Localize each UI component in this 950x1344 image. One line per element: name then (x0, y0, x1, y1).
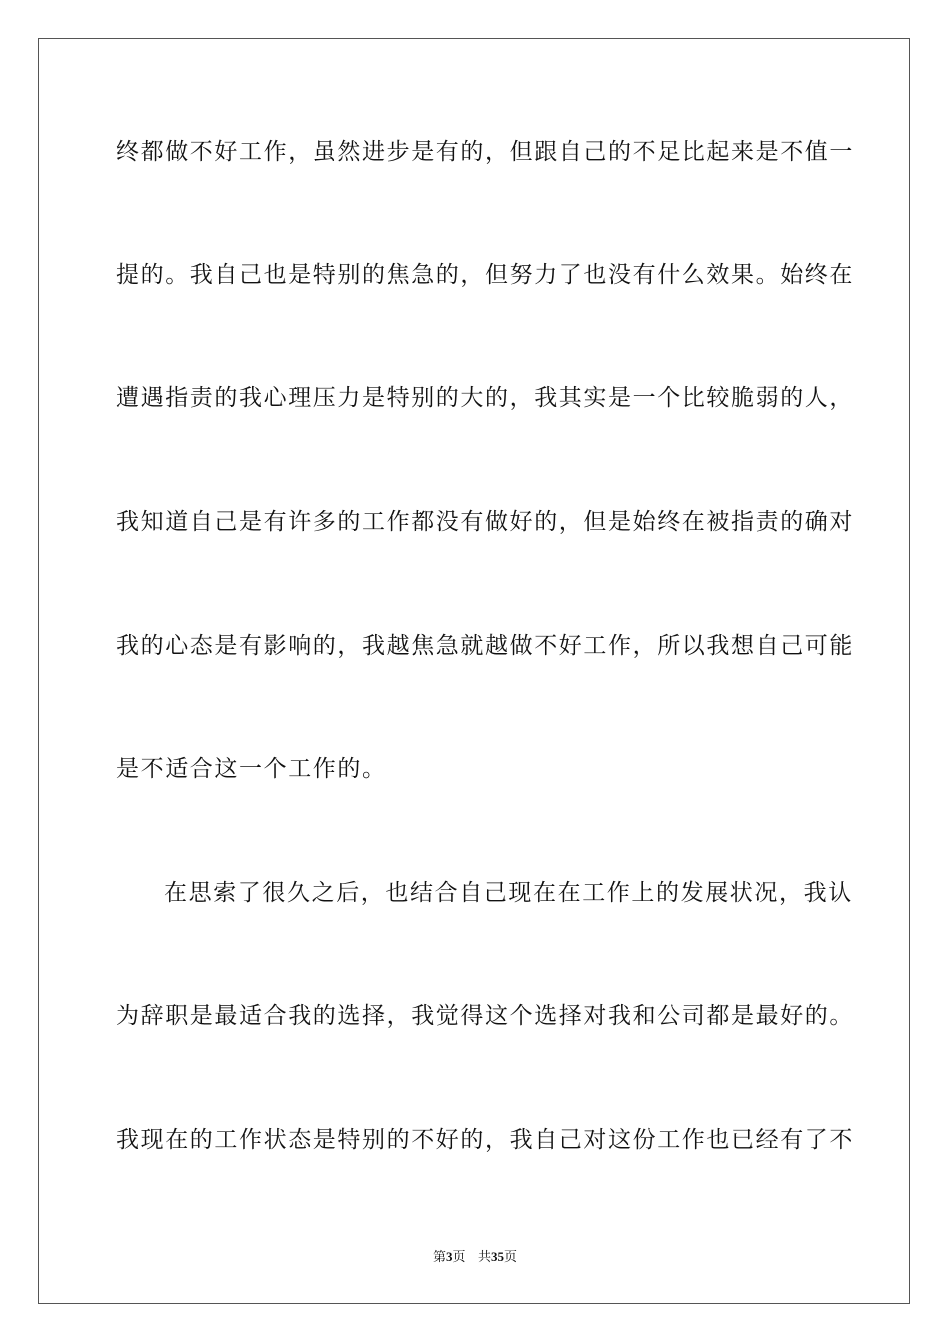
page-prefix: 第 (433, 1250, 447, 1265)
page-suffix: 页 (452, 1250, 466, 1265)
current-page-number: 3 (446, 1249, 453, 1264)
text-line-8: 为辞职是最适合我的选择，我觉得这个选择对我和公司都是最好的。 (116, 1003, 854, 1029)
text-line-3: 遭遇指责的我心理压力是特别的大的，我其实是一个比较脆弱的人， (116, 385, 854, 411)
text-line-4: 我知道自己是有许多的工作都没有做好的，但是始终在被指责的确对 (116, 509, 854, 535)
total-prefix: 共 (477, 1250, 491, 1265)
total-page-count: 35 (490, 1249, 504, 1264)
page-border (38, 38, 910, 1304)
total-suffix: 页 (503, 1250, 517, 1265)
text-line-1: 终都做不好工作，虽然进步是有的，但跟自己的不足比起来是不值一 (116, 139, 854, 165)
text-line-2: 提的。我自己也是特别的焦急的，但努力了也没有什么效果。始终在 (116, 262, 854, 288)
text-line-5: 我的心态是有影响的，我越焦急就越做不好工作，所以我想自己可能 (116, 633, 854, 659)
text-line-6: 是不适合这一个工作的。 (116, 756, 387, 782)
text-line-9: 我现在的工作状态是特别的不好的，我自己对这份工作也已经有了不 (116, 1127, 854, 1153)
page-footer (0, 1246, 950, 1265)
text-line-7-paragraph-start: 在思索了很久之后，也结合自己现在在工作上的发展状况，我认 (164, 880, 853, 906)
